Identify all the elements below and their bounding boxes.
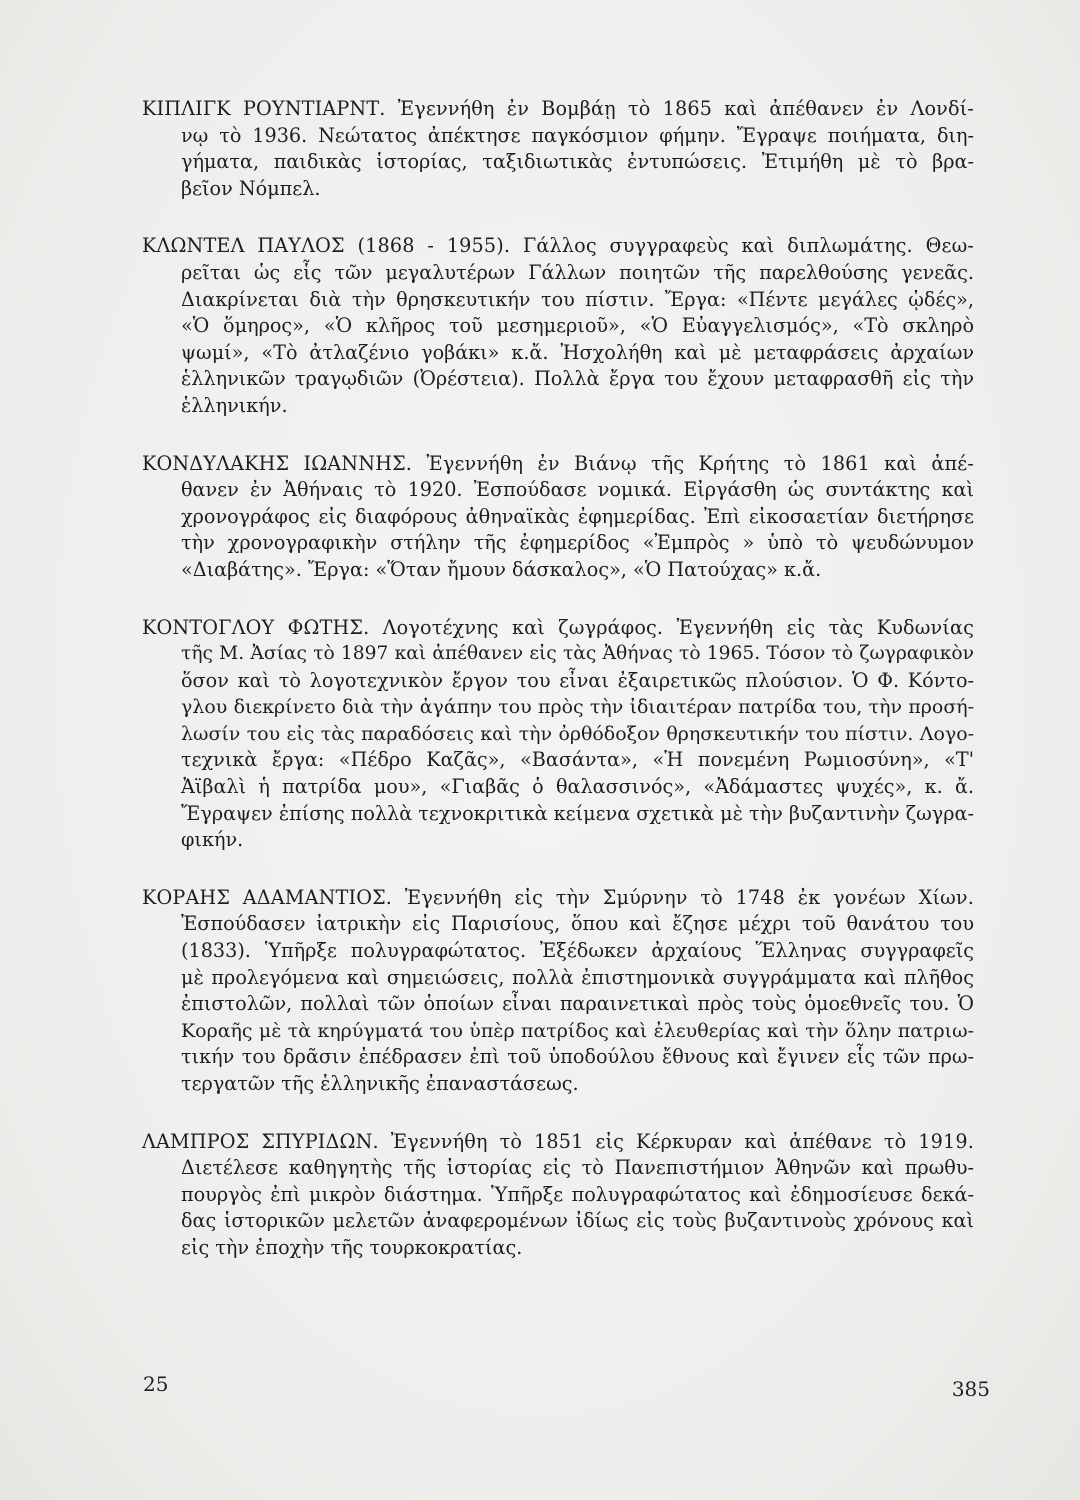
entry-line: (1833). Ὑπῆρξε πολυγραφώτατος. Ἐξέδωκεν ἀρχαίους Ἕλληνας συγγραφεῖς (181, 939, 974, 963)
entry-line: «Διαβάτης». Ἔργα: «Ὅταν ἤμουν δάσκαλος», «Ὁ Πατούχας» κ.ἄ. (181, 557, 822, 581)
entry-line: ΛΑΜΠΡΟΣ ΣΠΥΡΙΔΩΝ. Ἐγεννήθη τὸ 1851 εἰς Κέρκυραν καὶ ἀπέθανε τὸ 1919. (142, 1129, 974, 1153)
entry-line: ΚΛΩΝΤΕΛ ΠΑΥΛΟΣ (1868 - 1955). Γάλλος συγγραφεὺς καὶ διπλωμάτης. Θεω- (142, 234, 974, 258)
entry-line: μὲ προλεγόμενα καὶ σημειώσεις, πολλὰ ἐπιστημονικὰ συγγράμματα καὶ πλῆθος (181, 965, 974, 989)
entry-line: Ἀϊβαλὶ ἡ πατρίδα μου», «Γιαβᾶς ὁ θαλασσινός», «Ἀδάμαστες ψυχές», κ. ἄ. (181, 775, 974, 799)
entry-line: φικήν. (181, 828, 244, 852)
entry-line: ἐπιστολῶν, πολλαὶ τῶν ὁποίων εἶναι παραινετικαὶ πρὸς τοὺς ὁμοεθνεῖς του. Ὁ (181, 992, 974, 1016)
entry-line: λωσίν του εἰς τὰς παραδόσεις καὶ τὴν ὀρθόδοξον θρησκευτικήν του πίστιν. Λογο- (181, 722, 974, 745)
entry-line: βεῖον Νόμπελ. (181, 176, 321, 200)
entry-kipling (142, 96, 974, 202)
entry-line: ρεῖται ὡς εἷς τῶν μεγαλυτέρων Γάλλων ποιητῶν τῆς παρελθούσης γενεᾶς. (181, 260, 974, 284)
entry-line: ἑλληνικῶν τραγῳδιῶν (Ὀρέστεια). Πολλὰ ἔργα του ἔχουν μεταφρασθῆ εἰς τὴν (181, 367, 974, 391)
entry-line: τῆς Μ. Ἀσίας τὸ 1897 καὶ ἀπέθανεν εἰς τὰς Ἀθήνας τὸ 1965. Τόσον τὸ ζωγραφικὸν (181, 643, 974, 665)
entry-claudel (142, 233, 974, 419)
entry-korais (142, 885, 974, 1098)
entry-line: Διακρίνεται διὰ τὴν θρησκευτικήν του πίστιν. Ἔργα: «Πέντε μεγάλες ᾠδές», (181, 287, 974, 311)
entry-line: «Ὁ ὅμηρος», «Ὁ κλῆρος τοῦ μεσημεριοῦ», «Ὁ Εὐαγγελισμός», «Τὸ σκληρὸ (181, 314, 974, 338)
entry-line: ἑλληνικήν. (181, 393, 288, 417)
entry-line: ΚΟΝΔΥΛΑΚΗΣ ΙΩΑΝΝΗΣ. Ἐγεννήθη ἐν Βιάνῳ τῆς Κρήτης τὸ 1861 καὶ ἀπέ- (142, 451, 974, 475)
entry-line: νῳ τὸ 1936. Νεώτατος ἀπέκτησε παγκόσμιον φήμην. Ἔγραψε ποιήματα, διη- (181, 123, 974, 147)
biographical-entries (142, 96, 974, 1293)
entry-kontoglou (142, 615, 974, 854)
entry-line: τεχνικὰ ἔργα: «Πέδρο Καζᾶς», «Βασάντα», «Ἡ πονεμένη Ρωμιοσύνη», «Τ' (181, 748, 974, 772)
entry-kondylakis (142, 451, 974, 584)
entry-line: τικήν του δρᾶσιν ἐπέδρασεν ἐπὶ τοῦ ὑποδούλου ἔθνους καὶ ἔγινεν εἷς τῶν πρω- (181, 1045, 974, 1069)
entry-line: ὅσον καὶ τὸ λογοτεχνικὸν ἔργον του εἶναι ἐξαιρετικῶς πλούσιον. Ὁ Φ. Κόντο- (181, 668, 974, 692)
entry-line: ΚΟΡΑΗΣ ΑΔΑΜΑΝΤΙΟΣ. Ἐγεννήθη εἰς τὴν Σμύρνην τὸ 1748 ἐκ γονέων Χίων. (142, 885, 974, 909)
entry-line: ΚΟΝΤΟΓΛΟΥ ΦΩΤΗΣ. Λογοτέχνης καὶ ζωγράφος. Ἐγεννήθη εἰς τὰς Κυδωνίας (142, 615, 974, 639)
entry-line: γήματα, παιδικὰς ἱστορίας, ταξιδιωτικὰς ἐντυπώσεις. Ἐτιμήθη μὲ τὸ βρα- (181, 150, 974, 174)
entry-line: εἰς τὴν ἐποχὴν τῆς τουρκοκρατίας. (181, 1235, 523, 1259)
entry-line: πουργὸς ἐπὶ μικρὸν διάστημα. Ὑπῆρξε πολυγραφώτατος καὶ ἐδημοσίευσε δεκά- (181, 1182, 974, 1206)
entry-line: Ἐσπούδασεν ἰατρικὴν εἰς Παρισίους, ὅπου καὶ ἔζησε μέχρι τοῦ θανάτου του (181, 912, 974, 936)
entry-line: ΚΙΠΛΙΓΚ ΡΟΥΝΤΙΑΡΝΤ. Ἐγεννήθη ἐν Βομβάῃ τὸ 1865 καὶ ἀπέθανεν ἐν Λονδί- (142, 97, 974, 120)
entry-line: θανεν ἐν Ἀθήναις τὸ 1920. Ἐσπούδασε νομικά. Εἰργάσθη ὡς συντάκτης καὶ (181, 478, 974, 502)
entry-line: Κοραῆς μὲ τὰ κηρύγματά του ὑπὲρ πατρίδος καὶ ἐλευθερίας καὶ τὴν ὅλην πατριω- (181, 1019, 974, 1042)
signature-number: 25 (143, 1372, 169, 1396)
entry-line: χρονογράφος εἰς διαφόρους ἀθηναϊκὰς ἐφημερίδας. Ἐπὶ εἰκοσαετίαν διετήρησε (181, 504, 974, 528)
entry-line: Ἔγραψεν ἐπίσης πολλὰ τεχνοκριτικὰ κείμενα σχετικὰ μὲ τὴν βυζαντινὴν ζωγρα- (181, 801, 974, 825)
entry-line: ψωμί», «Τὸ ἀτλαζένιο γοβάκι» κ.ἄ. Ἠσχολήθη καὶ μὲ μεταφράσεις ἀρχαίων (181, 340, 974, 364)
entry-line: δας ἱστορικῶν μελετῶν ἀναφερομένων ἰδίως εἰς τοὺς βυζαντινοὺς χρόνους καὶ (181, 1209, 974, 1233)
entry-line: τὴν χρονογραφικὴν στήλην τῆς ἐφημερίδος «Ἐμπρὸς » ὑπὸ τὸ ψευδώνυμον (181, 531, 974, 555)
entry-line: γλου διεκρίνετο διὰ τὴν ἀγάπην του πρὸς τὴν ἰδιαιτέραν πατρίδα του, τὴν προσή- (181, 696, 974, 719)
entry-lampros (142, 1129, 974, 1262)
entry-line: τεργατῶν τῆς ἑλληνικῆς ἐπαναστάσεως. (181, 1072, 579, 1095)
entry-line: Διετέλεσε καθηγητὴς τῆς ἱστορίας εἰς τὸ Πανεπιστήμιον Ἀθηνῶν καὶ πρωθυ- (181, 1156, 974, 1180)
page-number: 385 (951, 1377, 990, 1401)
